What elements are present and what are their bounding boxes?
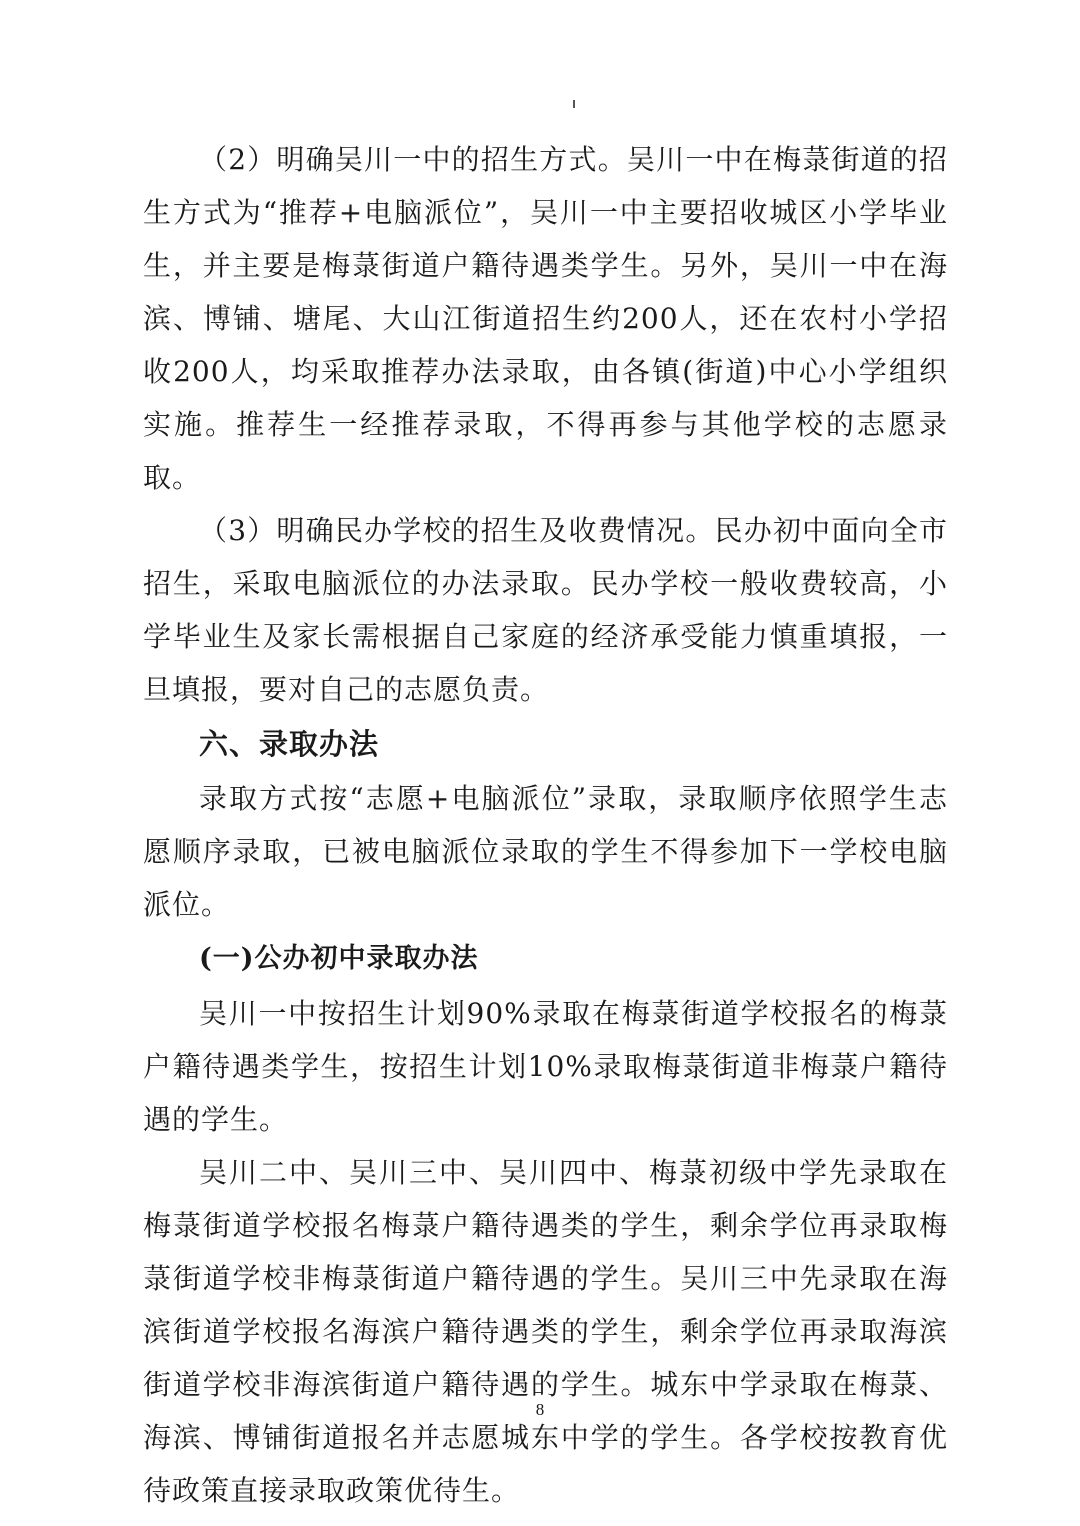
section-heading-admission-methods: 六、录取办法 [199,727,380,761]
scan-artifact-mark [573,100,575,108]
subheading-public-middle-school: (一)公办初中录取办法 [199,943,479,974]
paragraph-wuchuan-no1-quota: 吴川一中按招生计划90%录取在梅菉街道学校报名的梅菉户籍待遇类学生，按招生计划10%录取梅菉街道非梅菉户籍待遇的学生。 [143,997,948,1136]
paragraph-admission-order: 录取方式按“志愿+电脑派位”录取，录取顺序依照学生志愿顺序录取，已被电脑派位录取的学生不得参加下一学校电脑派位。 [143,782,948,921]
paragraph-admission-method-wuchuan-no1: （2）明确吴川一中的招生方式。吴川一中在梅菉街道的招生方式为“推荐+电脑派位”，吴川一中主要招收城区小学毕业生，并主要是梅菉街道户籍待遇类学生。另外，吴川一中在海滨、博铺、塘尾、大山江街道招生约200人，还在农村小学招收200人，均采取推荐办法录取，由各镇(街道)中心小学组织实施。推荐生一经推荐录取，不得再参与其他学校的志愿录取。 [143,143,948,494]
document-body [143,133,948,1517]
page-number: 8 [535,1400,545,1419]
paragraph-other-schools-admission: 吴川二中、吴川三中、吴川四中、梅菉初级中学先录取在梅菉街道学校报名梅菉户籍待遇类的学生，剩余学位再录取梅菉街道学校非梅菉街道户籍待遇的学生。吴川三中先录取在海滨街道学校报名海滨户籍待遇类的学生，剩余学位再录取海滨街道学校非海滨街道户籍待遇的学生。城东中学录取在梅菉、海滨、博铺街道报名并志愿城东中学的学生。各学校按教育优待政策直接录取政策优待生。 [143,1156,948,1507]
paragraph-private-school-fees: （3）明确民办学校的招生及收费情况。民办初中面向全市招生，采取电脑派位的办法录取。民办学校一般收费较高，小学毕业生及家长需根据自己家庭的经济承受能力慎重填报，一旦填报，要对自己的志愿负责。 [143,514,948,706]
